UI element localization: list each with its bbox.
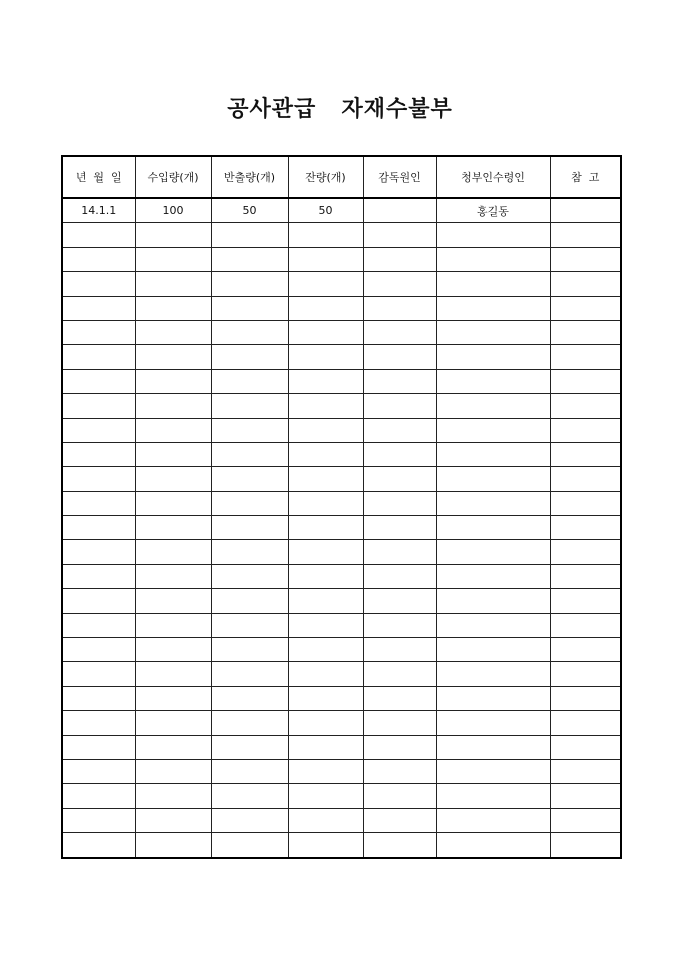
cell-remarks: [550, 808, 621, 832]
cell-contractor-recipient: [436, 394, 550, 418]
cell-issued-qty: [211, 491, 288, 515]
cell-remarks: [550, 833, 621, 858]
cell-contractor-recipient: [436, 686, 550, 710]
table-row: [62, 564, 621, 588]
cell-remaining-qty: [288, 272, 363, 296]
cell-supervisor: [363, 686, 436, 710]
cell-received-qty: [135, 467, 211, 491]
table-row: [62, 735, 621, 759]
cell-contractor-recipient: [436, 540, 550, 564]
cell-received-qty: [135, 418, 211, 442]
cell-received-qty: [135, 247, 211, 271]
cell-issued-qty: [211, 540, 288, 564]
cell-date: [62, 808, 135, 832]
cell-date: [62, 320, 135, 344]
cell-remaining-qty: [288, 711, 363, 735]
table-row: [62, 784, 621, 808]
cell-supervisor: [363, 394, 436, 418]
header-remarks: 참 고: [550, 156, 621, 198]
cell-supervisor: [363, 638, 436, 662]
cell-contractor-recipient: [436, 662, 550, 686]
cell-supervisor: [363, 272, 436, 296]
cell-supervisor: [363, 442, 436, 466]
cell-remarks: [550, 784, 621, 808]
cell-remarks: [550, 467, 621, 491]
cell-date: [62, 686, 135, 710]
cell-remarks: [550, 272, 621, 296]
cell-contractor-recipient: [436, 223, 550, 247]
cell-issued-qty: [211, 345, 288, 369]
cell-contractor-recipient: [436, 369, 550, 393]
cell-contractor-recipient: [436, 638, 550, 662]
cell-contractor-recipient: [436, 320, 550, 344]
cell-date: [62, 540, 135, 564]
cell-remaining-qty: [288, 833, 363, 858]
cell-remaining-qty: [288, 735, 363, 759]
cell-issued-qty: 50: [211, 198, 288, 223]
cell-remarks: [550, 247, 621, 271]
table-row: [62, 272, 621, 296]
cell-remaining-qty: [288, 418, 363, 442]
cell-issued-qty: [211, 223, 288, 247]
cell-supervisor: [363, 613, 436, 637]
header-issued-qty: 반출량(개): [211, 156, 288, 198]
cell-supervisor: [363, 247, 436, 271]
cell-supervisor: [363, 320, 436, 344]
cell-remaining-qty: [288, 516, 363, 540]
table-row: [62, 516, 621, 540]
table-row: [62, 467, 621, 491]
cell-date: [62, 564, 135, 588]
cell-remarks: [550, 345, 621, 369]
cell-issued-qty: [211, 320, 288, 344]
cell-received-qty: [135, 759, 211, 783]
cell-supervisor: [363, 491, 436, 515]
cell-remarks: [550, 516, 621, 540]
cell-supervisor: [363, 759, 436, 783]
table-row: [62, 198, 621, 223]
cell-received-qty: [135, 394, 211, 418]
table-row: [62, 345, 621, 369]
table-row: [62, 296, 621, 320]
table-row: [62, 394, 621, 418]
cell-supervisor: [363, 784, 436, 808]
cell-remaining-qty: [288, 369, 363, 393]
cell-remarks: [550, 589, 621, 613]
cell-remaining-qty: [288, 784, 363, 808]
cell-supervisor: [363, 369, 436, 393]
cell-issued-qty: [211, 808, 288, 832]
header-supervisor: 감독원인: [363, 156, 436, 198]
cell-contractor-recipient: [436, 272, 550, 296]
cell-remaining-qty: [288, 320, 363, 344]
cell-remaining-qty: [288, 247, 363, 271]
cell-supervisor: [363, 808, 436, 832]
cell-issued-qty: [211, 638, 288, 662]
cell-date: 14.1.1: [62, 198, 135, 223]
cell-received-qty: [135, 442, 211, 466]
table-row: [62, 491, 621, 515]
cell-date: [62, 345, 135, 369]
cell-received-qty: [135, 613, 211, 637]
cell-received-qty: [135, 686, 211, 710]
cell-remaining-qty: [288, 345, 363, 369]
cell-issued-qty: [211, 662, 288, 686]
cell-received-qty: [135, 223, 211, 247]
cell-issued-qty: [211, 833, 288, 858]
cell-contractor-recipient: [436, 711, 550, 735]
cell-remaining-qty: [288, 686, 363, 710]
cell-remarks: [550, 394, 621, 418]
cell-remarks: [550, 759, 621, 783]
cell-received-qty: [135, 808, 211, 832]
cell-remaining-qty: [288, 759, 363, 783]
cell-contractor-recipient: [436, 491, 550, 515]
cell-remaining-qty: [288, 589, 363, 613]
cell-remaining-qty: [288, 808, 363, 832]
cell-remaining-qty: 50: [288, 198, 363, 223]
cell-remarks: [550, 442, 621, 466]
table-row: [62, 833, 621, 858]
table-row: [62, 711, 621, 735]
cell-date: [62, 418, 135, 442]
cell-supervisor: [363, 540, 436, 564]
cell-date: [62, 662, 135, 686]
cell-remaining-qty: [288, 467, 363, 491]
cell-issued-qty: [211, 589, 288, 613]
table-row: [62, 540, 621, 564]
cell-contractor-recipient: [436, 296, 550, 320]
cell-received-qty: [135, 784, 211, 808]
cell-date: [62, 467, 135, 491]
cell-contractor-recipient: [436, 247, 550, 271]
table-row: [62, 662, 621, 686]
cell-contractor-recipient: [436, 808, 550, 832]
cell-received-qty: [135, 491, 211, 515]
cell-received-qty: [135, 369, 211, 393]
material-ledger-table: [61, 155, 622, 859]
cell-remaining-qty: [288, 394, 363, 418]
cell-contractor-recipient: [436, 442, 550, 466]
cell-received-qty: [135, 564, 211, 588]
cell-contractor-recipient: [436, 613, 550, 637]
header-row: [62, 156, 621, 198]
cell-date: [62, 589, 135, 613]
cell-received-qty: 100: [135, 198, 211, 223]
table-row: [62, 808, 621, 832]
cell-date: [62, 247, 135, 271]
cell-issued-qty: [211, 296, 288, 320]
table-row: [62, 247, 621, 271]
cell-contractor-recipient: [436, 784, 550, 808]
cell-remaining-qty: [288, 223, 363, 247]
table-row: [62, 686, 621, 710]
cell-date: [62, 735, 135, 759]
cell-remarks: [550, 418, 621, 442]
cell-received-qty: [135, 589, 211, 613]
cell-supervisor: [363, 833, 436, 858]
cell-remarks: [550, 711, 621, 735]
cell-issued-qty: [211, 686, 288, 710]
cell-remarks: [550, 491, 621, 515]
cell-issued-qty: [211, 784, 288, 808]
cell-issued-qty: [211, 735, 288, 759]
cell-issued-qty: [211, 711, 288, 735]
cell-received-qty: [135, 735, 211, 759]
cell-supervisor: [363, 662, 436, 686]
table-row: [62, 223, 621, 247]
table-row: [62, 369, 621, 393]
cell-contractor-recipient: [436, 516, 550, 540]
cell-issued-qty: [211, 394, 288, 418]
cell-supervisor: [363, 589, 436, 613]
cell-received-qty: [135, 540, 211, 564]
cell-issued-qty: [211, 467, 288, 491]
cell-supervisor: [363, 296, 436, 320]
cell-remarks: [550, 198, 621, 223]
table-row: [62, 418, 621, 442]
header-received-qty: 수입량(개): [135, 156, 211, 198]
table-row: [62, 589, 621, 613]
cell-remaining-qty: [288, 638, 363, 662]
cell-date: [62, 613, 135, 637]
header-date: 년 월 일: [62, 156, 135, 198]
cell-supervisor: [363, 735, 436, 759]
cell-issued-qty: [211, 613, 288, 637]
cell-remarks: [550, 662, 621, 686]
cell-received-qty: [135, 711, 211, 735]
cell-supervisor: [363, 564, 436, 588]
cell-issued-qty: [211, 516, 288, 540]
cell-remaining-qty: [288, 491, 363, 515]
cell-contractor-recipient: [436, 759, 550, 783]
cell-date: [62, 638, 135, 662]
cell-received-qty: [135, 272, 211, 296]
cell-remaining-qty: [288, 296, 363, 320]
cell-supervisor: [363, 223, 436, 247]
cell-date: [62, 759, 135, 783]
cell-received-qty: [135, 296, 211, 320]
cell-remarks: [550, 369, 621, 393]
cell-date: [62, 491, 135, 515]
table-row: [62, 320, 621, 344]
cell-remarks: [550, 320, 621, 344]
cell-supervisor: [363, 516, 436, 540]
cell-contractor-recipient: [436, 345, 550, 369]
cell-date: [62, 223, 135, 247]
cell-remaining-qty: [288, 662, 363, 686]
cell-remarks: [550, 540, 621, 564]
cell-date: [62, 711, 135, 735]
cell-date: [62, 784, 135, 808]
cell-date: [62, 272, 135, 296]
cell-issued-qty: [211, 272, 288, 296]
header-remaining-qty: 잔량(개): [288, 156, 363, 198]
cell-issued-qty: [211, 418, 288, 442]
cell-received-qty: [135, 638, 211, 662]
cell-issued-qty: [211, 369, 288, 393]
cell-date: [62, 394, 135, 418]
cell-contractor-recipient: 홍길동: [436, 198, 550, 223]
cell-remaining-qty: [288, 613, 363, 637]
cell-remarks: [550, 564, 621, 588]
cell-remarks: [550, 638, 621, 662]
cell-received-qty: [135, 833, 211, 858]
table-row: [62, 442, 621, 466]
cell-contractor-recipient: [436, 564, 550, 588]
cell-remarks: [550, 296, 621, 320]
table-row: [62, 613, 621, 637]
cell-received-qty: [135, 320, 211, 344]
cell-date: [62, 442, 135, 466]
cell-contractor-recipient: [436, 418, 550, 442]
table-row: [62, 759, 621, 783]
cell-contractor-recipient: [436, 833, 550, 858]
cell-contractor-recipient: [436, 589, 550, 613]
cell-contractor-recipient: [436, 467, 550, 491]
cell-issued-qty: [211, 564, 288, 588]
cell-remarks: [550, 613, 621, 637]
cell-received-qty: [135, 662, 211, 686]
cell-date: [62, 296, 135, 320]
header-contractor-recipient: 청부인수령인: [436, 156, 550, 198]
cell-remaining-qty: [288, 540, 363, 564]
cell-issued-qty: [211, 442, 288, 466]
cell-date: [62, 369, 135, 393]
table-row: [62, 638, 621, 662]
cell-contractor-recipient: [436, 735, 550, 759]
cell-supervisor: [363, 711, 436, 735]
cell-issued-qty: [211, 247, 288, 271]
cell-received-qty: [135, 345, 211, 369]
cell-remaining-qty: [288, 442, 363, 466]
cell-supervisor: [363, 198, 436, 223]
cell-remarks: [550, 686, 621, 710]
cell-issued-qty: [211, 759, 288, 783]
page-title: 공사관급 자재수불부: [227, 97, 453, 122]
cell-remarks: [550, 223, 621, 247]
cell-supervisor: [363, 467, 436, 491]
cell-remarks: [550, 735, 621, 759]
cell-supervisor: [363, 418, 436, 442]
cell-remaining-qty: [288, 564, 363, 588]
cell-date: [62, 516, 135, 540]
cell-received-qty: [135, 516, 211, 540]
cell-supervisor: [363, 345, 436, 369]
cell-date: [62, 833, 135, 858]
